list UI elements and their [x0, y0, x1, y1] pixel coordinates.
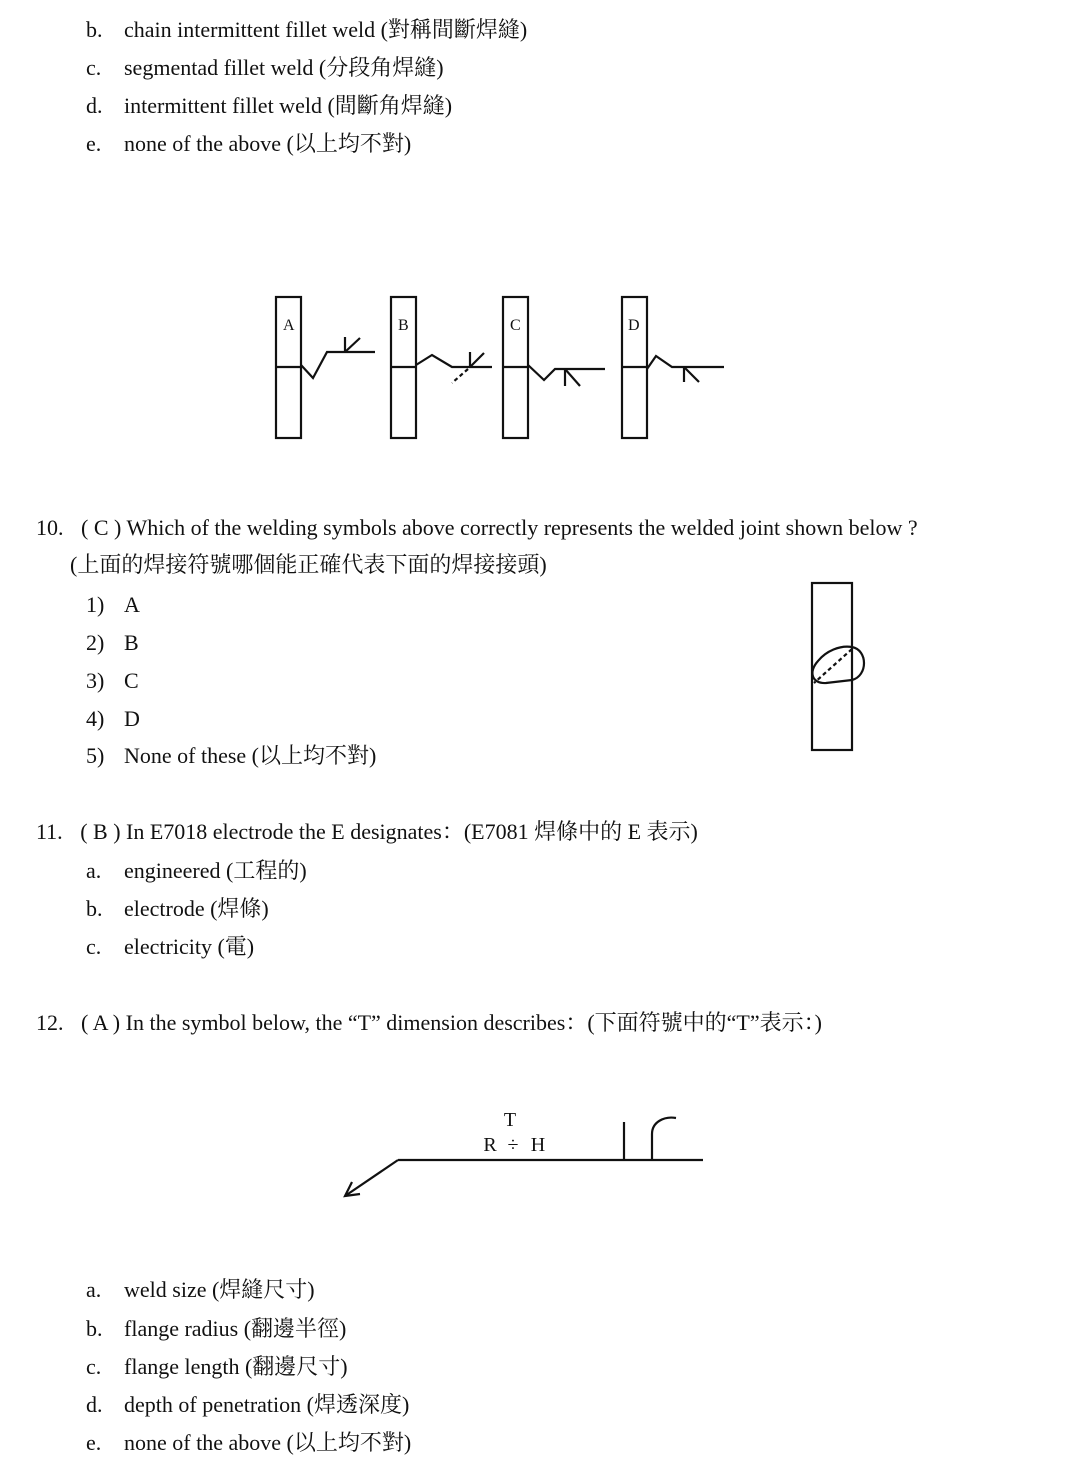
dimension-t-label: T — [503, 1109, 517, 1131]
question-answer: ( C ) — [81, 515, 122, 540]
question-text: In the symbol below, the “T” dimension describes：(下面符號中的“T”表示：) — [125, 1010, 822, 1035]
option-text: flange length (翻邊尺寸) — [124, 1354, 348, 1379]
arrowhead — [345, 1182, 360, 1196]
option-marker: a. — [86, 858, 102, 883]
symbol-label: A — [283, 317, 295, 334]
option-text: none of the above (以上均不對) — [124, 131, 412, 156]
option-marker: b. — [86, 896, 103, 921]
question-answer: ( B ) — [80, 819, 121, 844]
option-text: intermittent fillet weld (間斷角焊縫) — [124, 93, 453, 118]
question-number: 12. — [36, 1010, 64, 1035]
option-marker: e. — [86, 131, 102, 156]
arrow-line — [345, 1160, 398, 1196]
option-text: none of the above (以上均不對) — [124, 1430, 412, 1455]
question-number: 10. — [36, 515, 64, 540]
option-marker: c. — [86, 1354, 102, 1379]
option-text: D — [124, 706, 140, 731]
option-marker: 4) — [86, 706, 105, 731]
option-text: electrode (焊條) — [124, 896, 269, 921]
dimension-r-label: R — [483, 1134, 497, 1156]
option-text: engineered (工程的) — [124, 858, 307, 883]
option-marker: 2) — [86, 630, 105, 655]
symbol-label: D — [628, 317, 640, 334]
option-marker: e. — [86, 1430, 102, 1455]
option-marker: a. — [86, 1277, 102, 1302]
option-text: C — [124, 668, 139, 693]
option-marker: d. — [86, 1392, 103, 1417]
option-text: None of these (以上均不對) — [124, 743, 377, 768]
option-marker: b. — [86, 1316, 103, 1341]
dimension-h-label: H — [530, 1134, 546, 1156]
option-marker: c. — [86, 55, 102, 80]
option-text: weld size (焊縫尺寸) — [124, 1277, 315, 1302]
question-answer: ( A ) — [81, 1010, 121, 1035]
option-text: chain intermittent fillet weld (對稱間斷焊縫) — [124, 17, 528, 42]
option-text: segmentad fillet weld (分段角焊縫) — [124, 55, 444, 80]
question-text: Which of the welding symbols above correctly represents the welded joint shown below ? — [126, 515, 918, 540]
dimension-operator: ÷ — [507, 1134, 519, 1156]
option-marker: b. — [86, 17, 103, 42]
question-translation: (上面的焊接符號哪個能正確代表下面的焊接接頭) — [70, 552, 547, 577]
option-marker: 3) — [86, 668, 105, 693]
option-marker: c. — [86, 934, 102, 959]
option-text: B — [124, 630, 139, 655]
symbol-label: C — [510, 317, 521, 334]
option-text: electricity (電) — [124, 934, 255, 959]
symbol-label: B — [398, 317, 409, 334]
option-marker: d. — [86, 93, 103, 118]
question-text: In E7018 electrode the E designates：(E7081 焊條中的 E 表示) — [126, 819, 698, 844]
option-text: flange radius (翻邊半徑) — [124, 1316, 347, 1341]
question-number: 11. — [36, 819, 63, 844]
flange-curve — [652, 1118, 676, 1160]
option-text: A — [124, 592, 140, 617]
option-text: depth of penetration (焊透深度) — [124, 1392, 410, 1417]
option-marker: 1) — [86, 592, 105, 617]
option-marker: 5) — [86, 743, 105, 768]
